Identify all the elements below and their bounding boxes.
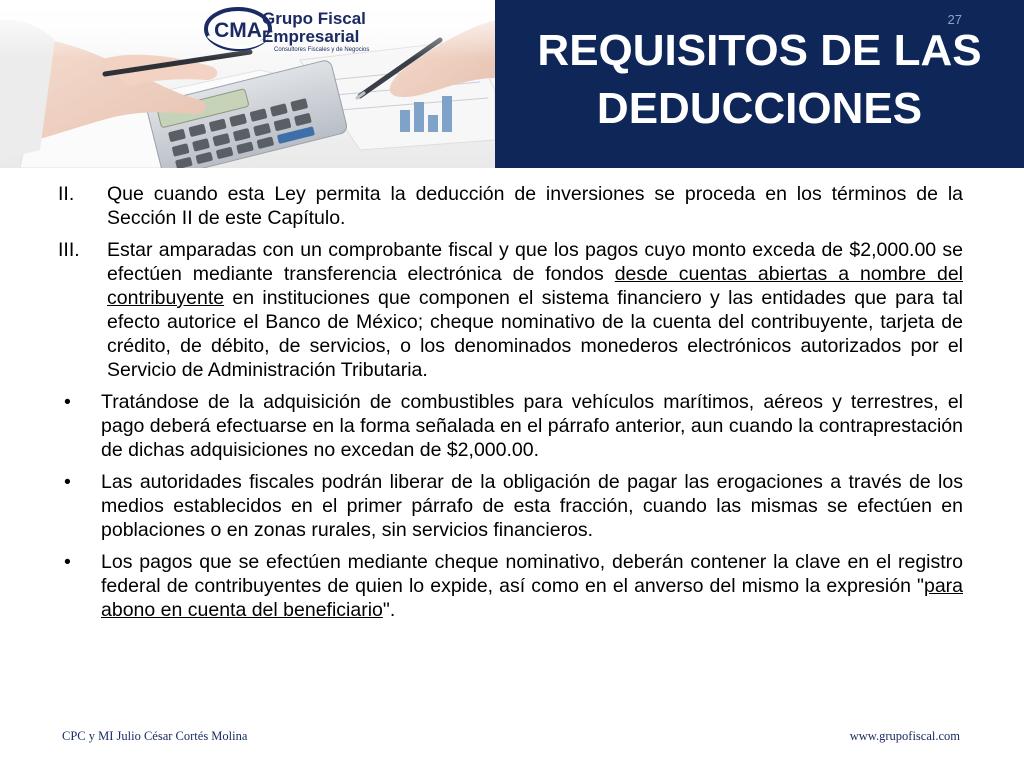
bullet-marker: •	[64, 391, 71, 413]
bullet-item-autoridades	[58, 470, 963, 542]
list-item-text: Estar amparadas con un comprobante fiscal y que los pagos cuyo monto exceda de $2,000.00 se efectúen mediante transferencia electrónica de fondos	[107, 239, 963, 285]
logo-line2: Empresarial	[262, 27, 360, 46]
logo-line1: Grupo Fiscal	[262, 9, 366, 28]
bullet-item-text: Los pagos que se efectúen mediante cheque nominativo, deberán contener la clave en el registro federal de contribuyentes de quien lo expide, así como en el anverso del mismo la expresión "	[101, 551, 963, 597]
logo-mark-text: CMA	[214, 19, 262, 42]
bullet-item-text: Tratándose de la adquisición de combustibles para vehículos marítimos, aéreos y terrestres, el pago deberá efectuarse en la forma señalada en el párrafo anterior, aun cuando la contraprestación de dichas adquisiciones no excedan de $2,000.00.	[101, 391, 963, 461]
slide-body	[58, 182, 963, 630]
footer-author: CPC y MI Julio César Cortés Molina	[62, 729, 248, 743]
list-item-text-continued: en instituciones que componen el sistema financiero y las entidades que para tal efecto autorice el Banco de México; cheque nominativo de la cuenta del contribuyente, tarjeta de crédito, de débito, de servicios, o los denominados monederos electrónicos autorizados por el Servicio de Administración Tributaria.	[107, 287, 963, 381]
title-banner	[495, 0, 1024, 168]
list-marker: III.	[58, 239, 80, 261]
list-marker: II.	[58, 183, 75, 205]
title-line1: REQUISITOS DE LAS	[537, 26, 982, 75]
bullet-marker: •	[64, 471, 71, 493]
company-logo	[204, 2, 382, 56]
bullet-marker: •	[64, 551, 71, 573]
list-item-iii	[58, 238, 963, 382]
underlined-text: para abono en cuenta del beneficiario	[101, 575, 963, 621]
hands-calculator-photo	[0, 0, 495, 168]
logo-tagline: Consultores Fiscales y de Negocios	[274, 47, 370, 53]
bullet-item-text-continued: ".	[382, 599, 396, 621]
underlined-text: desde cuentas abiertas a nombre del contribuyente	[107, 263, 963, 309]
title-line2: DEDUCCIONES	[596, 84, 923, 133]
slide-number: 27	[947, 12, 962, 27]
footer-website[interactable]: www.grupofiscal.com	[849, 729, 960, 743]
list-item-ii	[58, 182, 963, 230]
bullet-item-cheque	[58, 550, 963, 622]
bullet-item-combustibles	[58, 390, 963, 462]
slide-title	[495, 22, 1024, 138]
bullet-item-text: Las autoridades fiscales podrán liberar de la obligación de pagar las erogaciones a través de los medios establecidos en el primer párrafo de esta fracción, cuando las mismas se efectúen en poblaciones o en zonas rurales, sin servicios financieros.	[101, 471, 963, 541]
list-item-text: Que cuando esta Ley permita la deducción de inversiones se proceda en los términos de la Sección II de este Capítulo.	[107, 183, 963, 229]
